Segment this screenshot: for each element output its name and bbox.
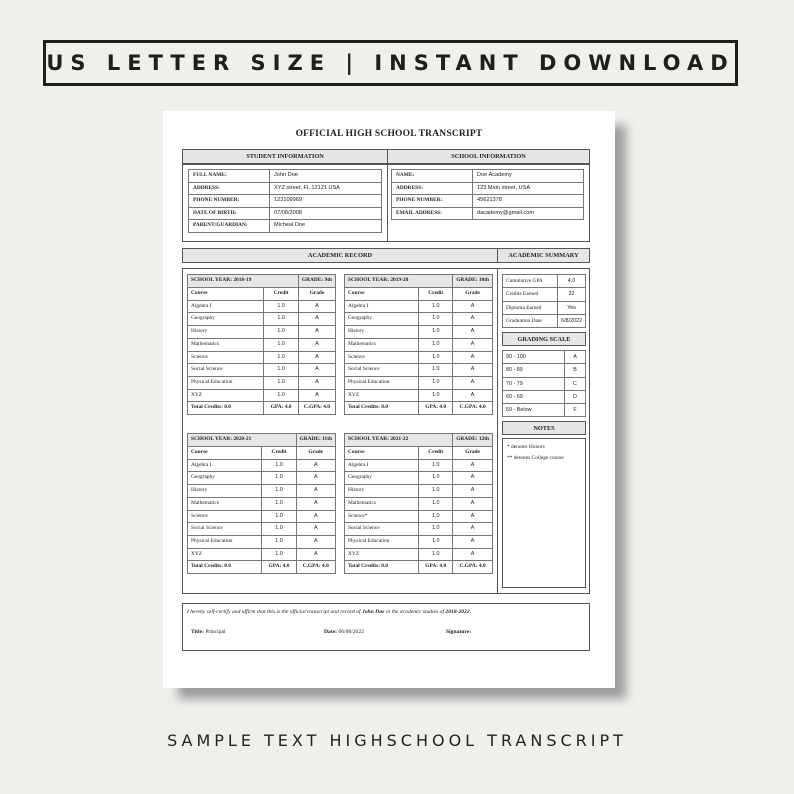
course-grade: A xyxy=(296,472,336,485)
year-gpa: GPA: 4.0 xyxy=(262,561,296,574)
cert-years: 2018-2022 xyxy=(445,609,470,615)
course-credit: 1.0 xyxy=(419,485,453,498)
letter-grade: B xyxy=(565,364,586,377)
course-name: Science xyxy=(188,510,262,523)
info-label: FULL NAME: xyxy=(189,170,270,183)
letter-grade: C xyxy=(565,377,586,390)
course-credit: 1.0 xyxy=(262,497,296,510)
total-credits: Total Credits: 8.0 xyxy=(188,402,264,415)
course-grade: A xyxy=(296,497,336,510)
course-row xyxy=(345,326,493,339)
info-value: 45621378 xyxy=(473,195,584,208)
course-row xyxy=(188,300,336,313)
course-grade: A xyxy=(298,326,335,339)
year-cgpa: C.GPA: 4.0 xyxy=(296,561,336,574)
course-grade: A xyxy=(453,313,493,326)
course-credit: 1.0 xyxy=(264,364,299,377)
column-header-row xyxy=(345,288,493,301)
course-row xyxy=(345,497,493,510)
course-name: Physical Education xyxy=(188,535,262,548)
course-grade: A xyxy=(453,485,493,498)
course-column-header: Course xyxy=(188,447,262,460)
transcript-page xyxy=(163,111,615,688)
title-value: Principal xyxy=(205,629,226,635)
course-row xyxy=(188,485,336,498)
note-item: ** denotes College course xyxy=(507,455,564,461)
school-info-header: SCHOOL INFORMATION xyxy=(387,149,590,164)
total-credits: Total Credits: 8.0 xyxy=(345,402,419,415)
course-credit: 1.0 xyxy=(264,326,299,339)
course-credit: 1.0 xyxy=(419,523,453,536)
credit-column-header: Credit xyxy=(419,447,453,460)
signature-label: Signature: xyxy=(446,629,472,635)
summary-value: 32 xyxy=(558,288,586,301)
course-grade: A xyxy=(296,510,336,523)
course-name: Social Science xyxy=(188,523,262,536)
info-label: EMAIL ADDRESS: xyxy=(392,207,473,220)
info-value: 123 Main street, USA xyxy=(473,182,584,195)
course-name: XYZ xyxy=(345,548,419,561)
cert-text-pre: I hereby self-certify and affirm that this is the official transcript and record of xyxy=(187,609,362,615)
course-name: Social Science xyxy=(345,364,419,377)
course-grade: A xyxy=(296,459,336,472)
student-info-table xyxy=(188,169,382,233)
school-year-label: SCHOOL YEAR: 2021-22 xyxy=(345,434,453,447)
column-header-row xyxy=(188,447,336,460)
year-cgpa: C.GPA: 4.0 xyxy=(298,402,335,415)
course-grade: A xyxy=(453,364,493,377)
summary-label: Graduation Date xyxy=(503,314,558,327)
info-row xyxy=(392,182,584,195)
info-row xyxy=(392,195,584,208)
course-name: Geography xyxy=(188,313,264,326)
column-header-row xyxy=(188,288,336,301)
course-credit: 1.0 xyxy=(419,472,453,485)
year-table-2019-20 xyxy=(344,274,493,415)
course-column-header: Course xyxy=(345,288,419,301)
info-value: 123109969 xyxy=(270,195,382,208)
info-value: 07/08/2008 xyxy=(270,207,382,220)
course-row xyxy=(345,364,493,377)
school-year-label: SCHOOL YEAR: 2019-20 xyxy=(345,275,453,288)
course-name: Science xyxy=(345,351,419,364)
course-row xyxy=(345,338,493,351)
credit-column-header: Credit xyxy=(264,288,299,301)
column-header-row xyxy=(345,447,493,460)
year-header-row xyxy=(188,275,336,288)
school-info-table xyxy=(391,169,584,220)
cert-text-end: . xyxy=(469,609,472,615)
info-label: PARENT/GUARDIAN: xyxy=(189,220,270,233)
course-name: Geography xyxy=(345,472,419,485)
course-credit: 1.0 xyxy=(264,313,299,326)
letter-grade: A xyxy=(565,351,586,364)
course-row xyxy=(345,376,493,389)
course-credit: 1.0 xyxy=(419,338,453,351)
course-name: XYZ xyxy=(188,389,264,402)
year-table-2020-21 xyxy=(187,433,336,574)
title-field xyxy=(191,629,226,635)
school-year-label: SCHOOL YEAR: 2018-19 xyxy=(188,275,299,288)
summary-value: 6/8/2022 xyxy=(558,314,586,327)
course-name: Social Science xyxy=(345,523,419,536)
course-grade: A xyxy=(298,338,335,351)
course-credit: 1.0 xyxy=(264,338,299,351)
grade-column-header: Grade xyxy=(453,288,493,301)
grading-scale-table xyxy=(502,350,586,417)
course-credit: 1.0 xyxy=(419,364,453,377)
info-row xyxy=(189,170,382,183)
course-grade: A xyxy=(298,364,335,377)
course-grade: A xyxy=(453,535,493,548)
course-column-header: Course xyxy=(188,288,264,301)
credit-column-header: Credit xyxy=(262,447,296,460)
course-credit: 1.0 xyxy=(419,548,453,561)
grade-column-header: Grade xyxy=(296,447,336,460)
totals-row xyxy=(188,402,336,415)
info-label: ADDRESS: xyxy=(392,182,473,195)
info-row xyxy=(189,182,382,195)
course-row xyxy=(345,300,493,313)
info-label: ADDRESS: xyxy=(189,182,270,195)
course-grade: A xyxy=(453,300,493,313)
summary-label: Diploma Earned xyxy=(503,301,558,314)
course-column-header: Course xyxy=(345,447,419,460)
course-row xyxy=(345,459,493,472)
notes-header: NOTES xyxy=(502,421,586,435)
grading-row xyxy=(503,351,586,364)
totals-row xyxy=(345,402,493,415)
academic-summary-table xyxy=(502,274,586,328)
signature-field xyxy=(446,629,471,635)
course-credit: 1.0 xyxy=(419,497,453,510)
course-name: Physical Education xyxy=(188,376,264,389)
course-name: XYZ xyxy=(345,389,419,402)
course-credit: 1.0 xyxy=(264,389,299,402)
course-name: Algebra I xyxy=(188,459,262,472)
course-credit: 1.0 xyxy=(262,459,296,472)
note-item: * denotes Honors xyxy=(507,444,545,450)
course-grade: A xyxy=(453,510,493,523)
course-row xyxy=(188,523,336,536)
course-row xyxy=(188,326,336,339)
course-row xyxy=(188,364,336,377)
info-label: PHONE NUMBER: xyxy=(189,195,270,208)
info-label: NAME: xyxy=(392,170,473,183)
summary-value: Yes xyxy=(558,301,586,314)
course-name: Mathematics xyxy=(188,497,262,510)
course-grade: A xyxy=(453,523,493,536)
course-row xyxy=(345,523,493,536)
grade-level-label: GRADE: 9th xyxy=(298,275,335,288)
totals-row xyxy=(345,561,493,574)
course-grade: A xyxy=(298,313,335,326)
course-name: XYZ xyxy=(188,548,262,561)
info-value: dacademy@gmail.com xyxy=(473,207,584,220)
course-grade: A xyxy=(296,523,336,536)
summary-row xyxy=(503,275,586,288)
grade-level-label: GRADE: 12th xyxy=(453,434,493,447)
year-table-2018-19 xyxy=(187,274,336,415)
course-credit: 1.0 xyxy=(262,548,296,561)
course-name: Science* xyxy=(345,510,419,523)
grading-row xyxy=(503,364,586,377)
summary-row xyxy=(503,301,586,314)
course-name: Mathematics xyxy=(345,338,419,351)
course-row xyxy=(188,376,336,389)
cert-text-mid: in the academic studies of xyxy=(384,609,446,615)
course-row xyxy=(345,535,493,548)
info-row xyxy=(392,170,584,183)
course-row xyxy=(188,338,336,351)
course-grade: A xyxy=(453,389,493,402)
info-value: XYZ street, FL 12121 USA xyxy=(270,182,382,195)
course-row xyxy=(188,510,336,523)
course-row xyxy=(188,351,336,364)
course-row xyxy=(345,510,493,523)
certification-box xyxy=(182,603,590,651)
info-row xyxy=(189,195,382,208)
course-credit: 1.0 xyxy=(419,300,453,313)
letter-grade: D xyxy=(565,390,586,403)
course-row xyxy=(188,548,336,561)
course-name: Physical Education xyxy=(345,376,419,389)
course-row xyxy=(345,472,493,485)
year-gpa: GPA: 4.0 xyxy=(419,561,453,574)
totals-row xyxy=(188,561,336,574)
grade-column-header: Grade xyxy=(298,288,335,301)
course-name: History xyxy=(188,326,264,339)
year-table-2021-22 xyxy=(344,433,493,574)
document-title: OFFICIAL HIGH SCHOOL TRANSCRIPT xyxy=(295,129,483,139)
course-row xyxy=(345,389,493,402)
course-row xyxy=(188,389,336,402)
course-grade: A xyxy=(453,376,493,389)
summary-label: Cumulative GPA xyxy=(503,275,558,288)
promo-banner: US LETTER SIZE | INSTANT DOWNLOAD xyxy=(43,40,738,86)
course-name: Mathematics xyxy=(345,497,419,510)
grade-column-header: Grade xyxy=(453,447,493,460)
course-grade: A xyxy=(453,497,493,510)
info-row xyxy=(189,220,382,233)
course-name: Science xyxy=(188,351,264,364)
course-name: Algebra I xyxy=(345,300,419,313)
grade-range: 70 - 79 xyxy=(503,377,565,390)
grade-range: 60 - 69 xyxy=(503,390,565,403)
course-name: Physical Education xyxy=(345,535,419,548)
year-header-row xyxy=(188,434,336,447)
course-credit: 1.0 xyxy=(419,326,453,339)
course-credit: 1.0 xyxy=(264,376,299,389)
course-credit: 1.0 xyxy=(262,485,296,498)
school-year-label: SCHOOL YEAR: 2020-21 xyxy=(188,434,297,447)
course-credit: 1.0 xyxy=(264,351,299,364)
course-row xyxy=(345,313,493,326)
summary-label: Credits Earned xyxy=(503,288,558,301)
info-value: John Doe xyxy=(270,170,382,183)
course-name: History xyxy=(345,485,419,498)
year-gpa: GPA: 4.0 xyxy=(264,402,299,415)
course-grade: A xyxy=(453,351,493,364)
credit-column-header: Credit xyxy=(419,288,453,301)
course-credit: 1.0 xyxy=(262,472,296,485)
summary-row xyxy=(503,288,586,301)
summary-value: 4.0 xyxy=(558,275,586,288)
course-row xyxy=(345,548,493,561)
course-credit: 1.0 xyxy=(419,510,453,523)
date-field xyxy=(324,629,364,635)
info-row xyxy=(392,207,584,220)
cert-student-name: John Doe xyxy=(361,609,385,615)
course-credit: 1.0 xyxy=(262,535,296,548)
grade-range: 59 - Below xyxy=(503,404,565,417)
info-label: DATE OF BIRTH: xyxy=(189,207,270,220)
title-label: Title: xyxy=(191,629,204,635)
course-row xyxy=(188,472,336,485)
student-info-header: STUDENT INFORMATION xyxy=(182,149,388,164)
course-grade: A xyxy=(298,376,335,389)
course-credit: 1.0 xyxy=(419,389,453,402)
notes-box xyxy=(502,438,586,588)
course-name: Geography xyxy=(345,313,419,326)
info-row xyxy=(189,207,382,220)
course-grade: A xyxy=(298,300,335,313)
course-credit: 1.0 xyxy=(262,510,296,523)
course-credit: 1.0 xyxy=(419,351,453,364)
academic-record-header: ACADEMIC RECORD xyxy=(182,248,498,263)
info-value: Doe Academy xyxy=(473,170,584,183)
grading-scale-header: GRADING SCALE xyxy=(502,332,586,346)
year-gpa: GPA: 4.0 xyxy=(419,402,453,415)
total-credits: Total Credits: 8.0 xyxy=(188,561,262,574)
year-header-row xyxy=(345,434,493,447)
grade-range: 90 - 100 xyxy=(503,351,565,364)
course-name: Geography xyxy=(188,472,262,485)
course-grade: A xyxy=(453,459,493,472)
course-grade: A xyxy=(453,338,493,351)
date-value: 06/08/2022 xyxy=(338,629,364,635)
course-grade: A xyxy=(298,389,335,402)
course-grade: A xyxy=(453,548,493,561)
course-grade: A xyxy=(296,485,336,498)
course-grade: A xyxy=(298,351,335,364)
academic-summary-header: ACADEMIC SUMMARY xyxy=(497,248,590,263)
grade-level-label: GRADE: 11th xyxy=(296,434,336,447)
course-grade: A xyxy=(453,472,493,485)
course-name: History xyxy=(188,485,262,498)
course-name: Social Science xyxy=(188,364,264,377)
year-cgpa: C.GPA: 4.0 xyxy=(453,561,493,574)
letter-grade: F xyxy=(565,404,586,417)
grade-range: 80 - 89 xyxy=(503,364,565,377)
date-label: Date: xyxy=(324,629,338,635)
course-row xyxy=(345,351,493,364)
grade-level-label: GRADE: 10th xyxy=(453,275,493,288)
course-row xyxy=(188,459,336,472)
course-credit: 1.0 xyxy=(262,523,296,536)
course-grade: A xyxy=(296,535,336,548)
course-grade: A xyxy=(453,326,493,339)
course-credit: 1.0 xyxy=(419,459,453,472)
caption-text: SAMPLE TEXT HIGHSCHOOL TRANSCRIPT xyxy=(167,731,627,750)
course-name: Mathematics xyxy=(188,338,264,351)
course-credit: 1.0 xyxy=(419,535,453,548)
course-credit: 1.0 xyxy=(264,300,299,313)
grading-row xyxy=(503,404,586,417)
total-credits: Total Credits: 8.0 xyxy=(345,561,419,574)
summary-row xyxy=(503,314,586,327)
course-row xyxy=(188,497,336,510)
course-name: History xyxy=(345,326,419,339)
grading-row xyxy=(503,377,586,390)
info-value: Micheal Doe xyxy=(270,220,382,233)
course-credit: 1.0 xyxy=(419,376,453,389)
course-name: Algebra I xyxy=(188,300,264,313)
info-label: PHONE NUMBER: xyxy=(392,195,473,208)
course-row xyxy=(188,535,336,548)
grading-row xyxy=(503,390,586,403)
course-credit: 1.0 xyxy=(419,313,453,326)
course-name: Algebra I xyxy=(345,459,419,472)
year-cgpa: C.GPA: 4.0 xyxy=(453,402,493,415)
year-header-row xyxy=(345,275,493,288)
certification-statement xyxy=(187,609,471,615)
course-row xyxy=(345,485,493,498)
course-row xyxy=(188,313,336,326)
course-grade: A xyxy=(296,548,336,561)
